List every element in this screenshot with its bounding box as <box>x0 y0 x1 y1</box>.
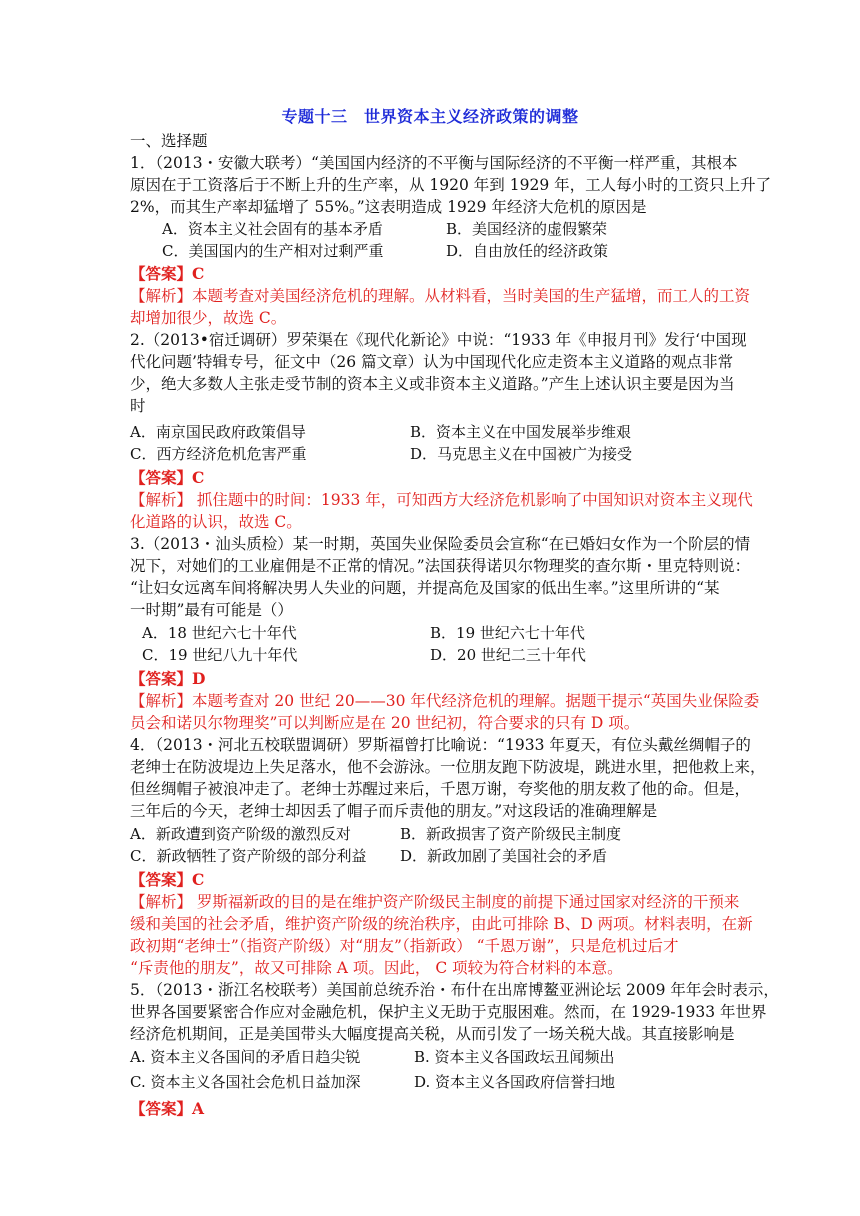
q5-line: 世界各国要紧密合作应对金融危机，保护主义无助于克服困难。然而，在 1929-1933 年世界 <box>130 1003 767 1021</box>
q3-option-d: D．20 世纪二三十年代 <box>430 646 586 664</box>
q3-line: 况下，对她们的工业雇佣是不正常的情况。”法国获得诺贝尔物理奖的查尔斯・里克特则说： <box>130 557 751 575</box>
q4-line: 4．（2013・河北五校联盟调研）罗斯福曾打比喻说：“1933 年夏天，有位头戴丝绸帽子的 <box>130 736 751 754</box>
q2-line: 少，绝大多数人主张走受节制的资本主义或非资本主义道路。”产生上述认识主要是因为当 <box>130 375 735 393</box>
q4-option-a: A．新政遭到资产阶级的激烈反对 <box>130 825 351 843</box>
q4-analysis: 缓和美国的社会矛盾，维护资产阶级的统治秩序，由此可排除 B、D 两项。材料表明，在新 <box>130 915 753 933</box>
q4-option-b: B．新政损害了资产阶级民主制度 <box>400 825 622 843</box>
section-heading: 一、选择题 <box>130 132 208 150</box>
q4-analysis: 政初期“老绅士”（指资产阶级）对“朋友”（指新政） “千恩万谢”，只是危机过后才 <box>130 937 679 955</box>
q4-analysis: “斥责他的朋友”，故又可排除 A 项。因此， C 项较为符合材料的本意。 <box>130 959 623 977</box>
q4-line: 三年后的今天，老绅士却因丢了帽子而斥责他的朋友。”对这段话的准确理解是 <box>130 802 658 820</box>
q3-line: “让妇女远离车间将解决男人失业的问题，并提高危及国家的低出生率。”这里所讲的“某 <box>130 579 720 597</box>
q1-line: 1．（2013・安徽大联考）“美国国内经济的不平衡与国际经济的不平衡一样严重，其根本 <box>130 154 738 172</box>
q4-answer: 【答案】C <box>130 870 205 889</box>
q4-line: 但丝绸帽子被浪冲走了。老绅士苏醒过来后，千恩万谢，夸奖他的朋友救了他的命。但是， <box>130 780 751 798</box>
q3-analysis: 【解析】本题考查对 20 世纪 20——30 年代经济危机的理解。据题干提示“英国失业保险委 <box>130 692 760 710</box>
q4-option-d: D．新政加剧了美国社会的矛盾 <box>400 847 608 865</box>
q2-option-c: C．西方经济危机危害严重 <box>130 445 307 463</box>
q1-option-c: C．美国国内的生产相对过剩严重 <box>162 242 384 260</box>
q3-option-b: B．19 世纪六七十年代 <box>430 624 585 642</box>
q3-answer: 【答案】D <box>130 669 206 688</box>
q1-answer: 【答案】C <box>130 264 205 283</box>
q2-option-d: D．马克思主义在中国被广为接受 <box>410 445 633 463</box>
q1-option-b: B．美国经济的虚假繁荣 <box>446 220 608 238</box>
q2-option-a: A．南京国民政府政策倡导 <box>130 423 306 441</box>
q2-analysis: 【解析】 抓住题中的时间：1933 年，可知西方大经济危机影响了中国知识对资本主义现代 <box>130 491 753 509</box>
q4-option-c: C．新政牺牲了资产阶级的部分利益 <box>130 847 367 865</box>
q2-option-b: B．资本主义在中国发展举步维艰 <box>410 423 632 441</box>
q5-answer: 【答案】A <box>130 1099 205 1118</box>
q5-option-b: B. 资本主义各国政坛丑闻频出 <box>414 1048 615 1066</box>
q5-option-c: C. 资本主义各国社会危机日益加深 <box>130 1073 361 1091</box>
q3-line: 一时期”最有可能是（） <box>130 601 293 619</box>
q1-analysis: 却增加很少，故选 C。 <box>130 309 287 327</box>
q1-option-d: D．自由放任的经济政策 <box>446 242 609 260</box>
q5-option-a: A. 资本主义各国间的矛盾日趋尖锐 <box>130 1048 361 1066</box>
q4-line: 老绅士在防波堤边上失足落水，他不会游泳。一位朋友跑下防波堤，跳进水里，把他救上来， <box>130 758 766 776</box>
document-title: 专题十三 世界资本主义经济政策的调整 <box>281 107 579 126</box>
q1-analysis: 【解析】本题考查对美国经济危机的理解。从材料看，当时美国的生产猛增，而工人的工资 <box>130 287 751 305</box>
q3-analysis: 员会和诺贝尔物理奖”可以判断应是在 20 世纪初，符合要求的只有 D 项。 <box>130 714 640 732</box>
q3-line: 3.（2013・汕头质检）某一时期，英国失业保险委员会宣称“在已婚妇女作为一个阶层的情 <box>130 535 751 553</box>
q2-line: 时 <box>130 397 146 415</box>
q2-analysis: 化道路的认识，故选 C。 <box>130 513 302 531</box>
q3-option-c: C．19 世纪八九十年代 <box>142 646 298 664</box>
q2-line: 代化问题’特辑专号，征文中（26 篇文章）认为中国现代化应走资本主义道路的观点非常 <box>130 353 734 371</box>
q2-line: 2.（2013•宿迁调研）罗荣渠在《现代化新论》中说：“1933 年《申报月刊》发行‘中国现 <box>130 331 747 349</box>
q1-line: 2%，而其生产率却猛增了 55%。”这表明造成 1929 年经济大危机的原因是 <box>130 198 647 216</box>
q1-line: 原因在于工资落后于不断上升的生产率，从 1920 年到 1929 年，工人每小时的工资只上升了 <box>130 176 772 194</box>
q5-option-d: D. 资本主义各国政府信誉扫地 <box>414 1073 616 1091</box>
q5-line: 经济危机期间，正是美国带头大幅度提高关税，从而引发了一场关税大战。其直接影响是 <box>130 1025 735 1043</box>
q2-answer: 【答案】C <box>130 468 205 487</box>
q5-line: 5．（2013・浙江名校联考）美国前总统乔治・布什在出席博鳌亚洲论坛 2009 年年会时表示， <box>130 981 779 999</box>
q4-analysis: 【解析】 罗斯福新政的目的是在维护资产阶级民主制度的前提下通过国家对经济的干预来 <box>130 893 740 911</box>
q3-option-a: A．18 世纪六七十年代 <box>142 624 297 642</box>
q1-option-a: A．资本主义社会固有的基本矛盾 <box>162 220 383 238</box>
